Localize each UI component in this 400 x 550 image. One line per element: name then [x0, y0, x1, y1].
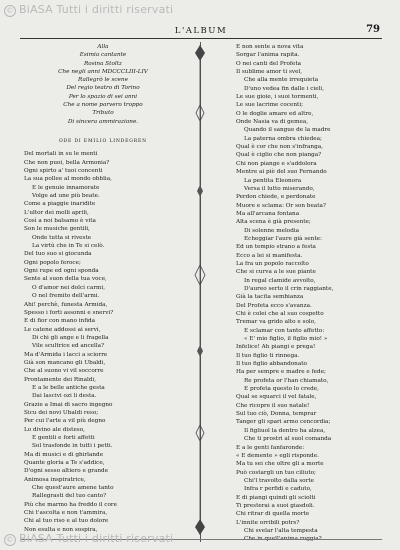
poem-line: Alta scena è già presente;: [236, 219, 311, 226]
poem-line: Il tuo figlio ti rinnega.: [236, 352, 300, 359]
poem-line: Animosa inspiratrice,: [24, 476, 86, 483]
poem-line: Onde tutta si riveste: [32, 234, 92, 241]
dedication-line: Alla: [97, 44, 109, 50]
poem-line: Ma all'arcana fontana: [236, 210, 300, 217]
poem-line: E gentili e forti affetti: [32, 435, 95, 441]
header-rule: [20, 38, 382, 39]
poem-heading: ODE DI EMILIO LINDEGREN: [58, 138, 147, 144]
poem-line: Prontamente dei Rinaldi,: [24, 376, 97, 383]
dedication-line: Rallegrò le scene: [78, 77, 128, 84]
poem-line: Di chi gli ange e li fragella: [32, 334, 109, 341]
dedication-line: Che a nome parvero troppo: [63, 102, 143, 109]
copyright-icon: ©: [4, 5, 16, 17]
poem-line: Onde Nasia va di gemea,: [236, 119, 309, 126]
poem-line: Che quest'aure amene tanto: [32, 485, 114, 492]
poem-line: Mentre ai piè del suo Fernando: [236, 169, 327, 176]
poem-line: E di piangi quindi gli sciolti: [236, 494, 316, 501]
poem-line: Lo divino ale disteso,: [24, 426, 85, 433]
poem-line: D'ogni sesso altiero e grande: [24, 468, 109, 475]
copyright-icon: ©: [4, 534, 16, 546]
poem-line: O nel fremito dell'armi.: [32, 293, 100, 300]
poem-line: Che non puoi, bella Armonia?: [24, 159, 110, 166]
page-number: 79: [366, 24, 380, 35]
poem-line: Ogni rupe ed ogni sponda: [24, 268, 99, 275]
poem-line: Echeggiar l'aure già sente:: [244, 235, 322, 242]
poem-line: La virtù che in Te si celò.: [32, 243, 105, 250]
dedication-line: Che negli anni MDCCCLIII-LIV: [58, 68, 148, 75]
left-column: [24, 43, 182, 534]
poem-line: Che in quell'anima ruggia?: [244, 536, 322, 543]
poem-line: Chi al tuo riso e al tuo dolore: [24, 518, 109, 525]
poem-line: O le doglie amare ed altre,: [236, 110, 314, 117]
poem-line: La paterna ombra chiedea;: [244, 135, 322, 142]
poem-line: Qual se squarci il vel fatale,: [236, 394, 317, 401]
poem-line: Che alla mente irrequieta: [244, 77, 319, 84]
poem-line: Il figliuol la dentro ha alzea,: [244, 427, 326, 434]
poem-line: Che ricopre il suo natale!: [236, 402, 310, 409]
poem-line: Volge ad une più beate.: [32, 193, 100, 200]
watermark-text: BiASA Tutti i diritti riservati: [19, 532, 174, 545]
poem-line: Del tuo suo si giocunda: [24, 251, 92, 258]
watermark-text: BiASA Tutti i diritti riservati: [19, 3, 174, 16]
poem-line: Come a piaggie inaridite: [24, 201, 96, 208]
poem-line: Il tuo figlio abbandonato: [236, 361, 307, 368]
poem-line: O nei canti del Profeta: [236, 60, 302, 67]
poem-line: Re profeta or l'han chiamato,: [244, 377, 329, 384]
poem-line: Tanger gli spari armo cencordia;: [236, 419, 331, 426]
right-column: [236, 43, 386, 544]
poem-line: Quando il sangue de la madre: [244, 127, 331, 134]
poem-line: Chi'l travolto dalla sorte: [244, 477, 314, 484]
poem-line: E a le genti fanfaronde:: [236, 444, 305, 451]
poem-line: Il sublime amor ti svel,: [236, 69, 303, 76]
poem-left-lines: [24, 150, 182, 534]
poem-line: Infra r perfidi e caduto,: [244, 486, 312, 493]
poem-line: E sclamar con tanto affetto:: [244, 327, 325, 334]
poem-line: Sorgar l'anima rapita.: [236, 52, 300, 59]
poem-line: E di fior con mano infida: [24, 318, 96, 325]
dedication-line: Esimia cantante: [79, 52, 127, 59]
poem-line: Per cui l'arte a vil più degno: [24, 418, 106, 425]
poem-line: Ecco a lei si manifesta.: [236, 252, 303, 259]
poem-line: Sul tuo ciò, Donna, temprar: [236, 411, 317, 418]
poem-line: Già la tacita sembianza: [236, 294, 304, 301]
poem-line: Più che marmo ha freddo il core: [24, 501, 117, 508]
watermark-bottom: [4, 532, 173, 546]
poem-line: Chi non piange e s'addolora: [236, 160, 317, 167]
poem-line: In regal clamide avvolto,: [244, 277, 316, 284]
poem-line: La fra un popolo raccolto: [236, 260, 309, 267]
poem-line: Ma di musici e di ghirlande: [24, 451, 104, 458]
poem-line: Ma d'Armida i lacci a sciorre: [24, 351, 108, 358]
poem-line: Chi ritrar di quella morte: [236, 511, 310, 518]
poem-line: Muore e sclama: Or son beata?: [236, 202, 326, 209]
poem-line: Del mortali in su le menti: [24, 151, 98, 158]
poem-line: Rallegrasti del tuo canto?: [32, 493, 107, 500]
poem-line: Son le musiche gentili,: [24, 226, 90, 233]
poem-line: Così a noi balsamo è vita: [24, 218, 96, 225]
poem-line: Sol trasfonde in tutti i petti.: [32, 443, 113, 450]
poem-line: Ogni popolo feroce;: [24, 259, 81, 266]
poem-line: Già son mancano gli Ubaldi,: [24, 359, 106, 366]
poem-line: Di solenne melodia: [244, 227, 300, 234]
column-ornament: [192, 45, 208, 535]
page-header: [20, 24, 382, 38]
poem-line: « E demente » egli risponde.: [236, 452, 319, 459]
poem-line: E a le belle antiche gesta: [32, 384, 105, 391]
poem-line: La pentita Eleonora: [244, 177, 302, 184]
poem-line: Ogni spirto a' tuoi concenti: [24, 168, 103, 174]
poem-line: L'ultor dei molli aprili,: [24, 209, 89, 216]
poem-line: Perdon chiede, e perdonate: [236, 194, 316, 201]
poem-line: Chi svelar l'alta tempesta: [244, 527, 318, 534]
poem-line: « E' mio figlio, il figlio mio! »: [244, 336, 328, 343]
poem-line: Ed un tempio strano a festa: [236, 244, 316, 251]
poem-line: Che ti prostri al suol comanda: [244, 436, 332, 443]
poem-line: Le sue lacrime cocenti;: [236, 102, 304, 109]
poem-line: Sente al suon della tua voce,: [24, 276, 107, 283]
poem-line: D'aureo serto il crin raggiante,: [244, 285, 334, 292]
dedication-line: Di sincera ammirazione.: [67, 118, 139, 125]
poem-line: Vile scultrice ed ancella?: [32, 343, 105, 350]
dedication-line: Tributo: [92, 110, 114, 117]
journal-title: L'ALBUM: [174, 26, 228, 36]
poem-line: Chi è colei che al suo cospetto: [236, 311, 324, 317]
poem-line: Le catene addossi ai servi,: [24, 326, 101, 333]
poem-line: E non sente a nova vita: [236, 44, 304, 50]
poem-line: Grazie a Imai di sacro ingegno: [24, 401, 113, 408]
poem-line: Chi t'ascolta e non t'ammira,: [24, 510, 108, 517]
poem-line: Ti presterai a suoi giasdoli.: [236, 502, 315, 509]
poem-line: Qual è ciglio che non pianga?: [236, 152, 322, 159]
poem-line: Dai lascivi ozi li desta.: [32, 393, 97, 400]
poem-line: Sicu dei novi Ubaldi reso;: [24, 409, 99, 416]
poem-line: O d'amor nei dolci carmi,: [32, 284, 106, 291]
poem-line: Non esulta e non sospira,: [24, 526, 98, 533]
dedication: [24, 43, 182, 126]
poem-line: Ahi! perchè, funesta Armida,: [24, 301, 108, 308]
poem-line: Tremar va grido alto e solo,: [236, 319, 316, 326]
dedication-line: Per lo spazio di sei anni: [68, 93, 138, 100]
poem-line: Quante gloria a Te s'addice,: [24, 460, 105, 467]
poem-line: Spesso i forti assonni e snervi?: [24, 309, 114, 316]
poem-line: D'uno vedea fin dalle i cieli,: [244, 85, 325, 92]
dedication-line: Del regio teatro di Torino: [66, 85, 140, 92]
poem-line: E le genuie innamorate: [32, 184, 100, 191]
dedication-line: Rosina Stoltz: [83, 60, 122, 67]
poem-line: Del Profeta ecco s'avanza.: [236, 302, 312, 309]
poem-line: Qual è cor che non s'infranga,: [236, 144, 323, 151]
poem-line: La sua pollee al mondo obblia,: [24, 176, 112, 183]
poem-line: Le sue gioie, i suoi tormenti,: [236, 94, 319, 101]
poem-line: Ha per sempre e madre e fede;: [236, 369, 326, 376]
poem-line: E profeta questo lo crede,: [244, 386, 319, 393]
poem-line: Può costargli un tuo ciliuto;: [236, 469, 316, 476]
poem-line: Ma tu sei che oltre gli a morte: [236, 461, 324, 468]
poem-line: Che al suono vi vil soccorre: [24, 368, 104, 375]
watermark-top: [4, 3, 173, 17]
poem-line: Infelice! Ah piangi e prega!: [236, 344, 316, 351]
poem-line: Che si curva a le sue piante: [236, 269, 316, 276]
poem-line: Versa il lutto miserando,: [244, 185, 315, 192]
poem-line: L'innite orribili potrs?: [236, 519, 300, 526]
